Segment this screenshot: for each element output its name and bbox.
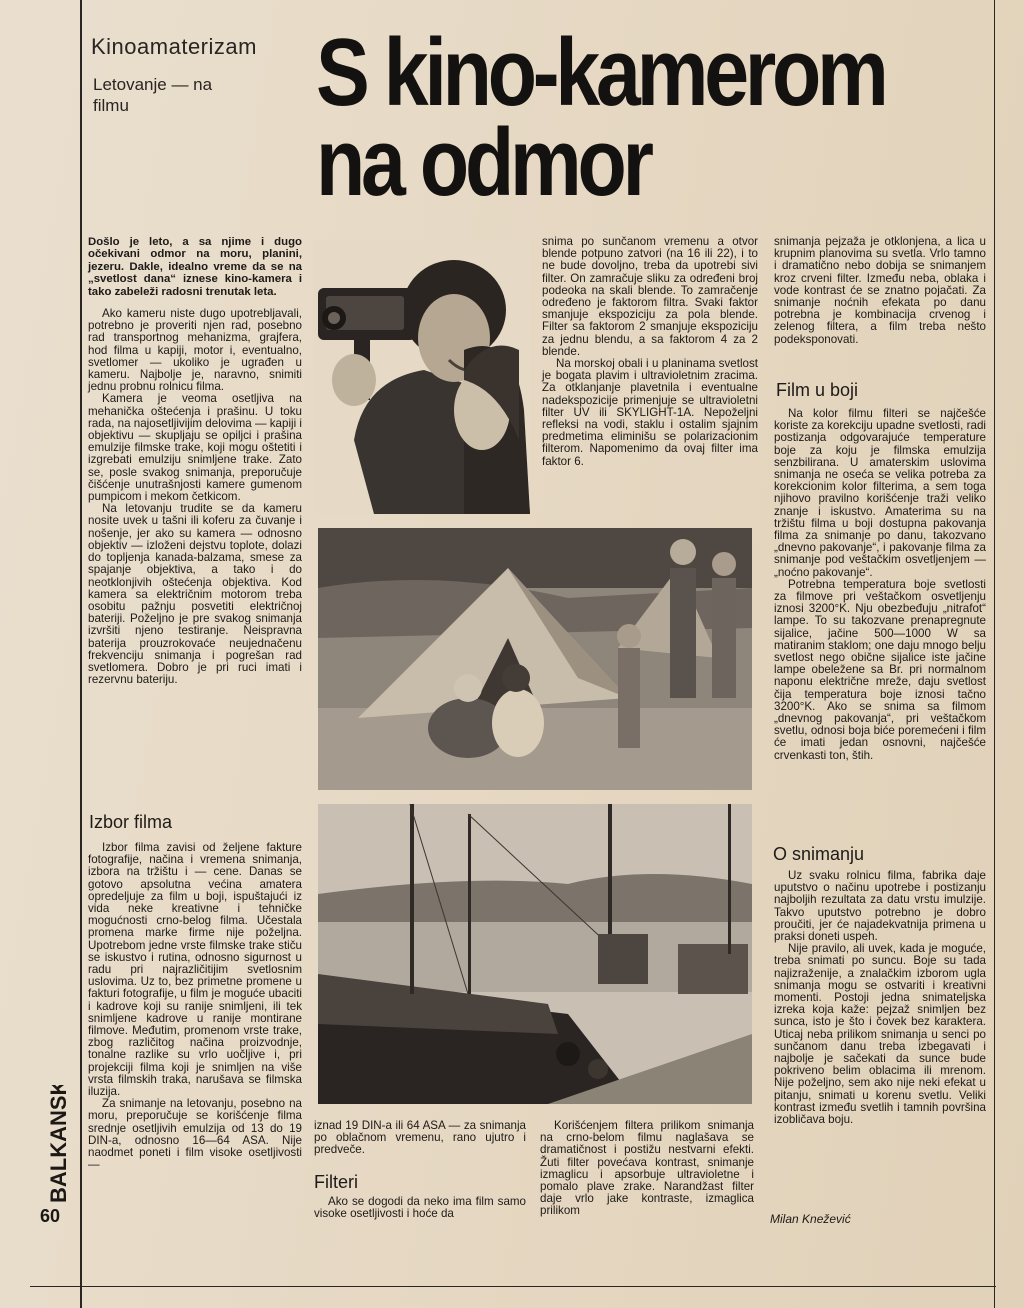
- column-2-top: [542, 236, 758, 468]
- headline-line-2: na odmor: [316, 109, 650, 216]
- paragraph: snima po sunčanom vremenu a otvor blende potpuno zatvori (na 16 ili 22), i to ne bude dovoljno, treba da upotrebi sivi filter. On zamračuje sliku za određeni broj podeoka na skali blende. To zamračenje određeno je faktorom filtra. Svaki faktor smanjuje ekspoziciju za pola blende. Filter sa faktorom 2 smanjuje ekspoziciju za jednu blendu, a sa faktorom 4 za 2 blende.: [542, 235, 758, 358]
- photo-tent-camping: [318, 528, 752, 790]
- heading-film-u-boji: Film u boji: [776, 380, 859, 400]
- bottom-middle-text: [540, 1120, 754, 1218]
- paragraph: Potrebna temperatura boje svetlosti za filmove pri veštačkom osvetljenju iznosi 3200°K. Nju obezbeđuju „nitrafot“ lampe. To su takozvane prenapregnute sijalice, jačine 500—1000 W sa matiranim staklom; one daju mnogo belju svetlost nego obične sijalice iste jačine lampe obeležene sa Br. pri normalnom naponu električne mreže, daju svetlost čija temperatura boje iznosi tačno 3200°K. Ako se snima sa filmom „dnevnog pakovanja“, pri veštačkom svetlu, odnosi boja biće poremećeni i film će imati jedan osnovni, najčešće crvenkasti ton, štih.: [774, 577, 986, 762]
- paragraph: snimanja pejzaža je otklonjena, a lica u krupnim planovima su svetla. Vrlo tamno i dramatično nebo dobija se snimanjem kroz crveni filter. Između neba, oblaka i vode kontrast će se znatno pojačati. Za snimanje noćnih efekata po danu potrebna je kombinacija crvenog i zelenog filtera, a film treba nešto podeksponovati.: [774, 235, 986, 346]
- column-1-continued: [88, 842, 302, 1171]
- section-title: Kinoamaterizam: [91, 34, 257, 59]
- headline: [316, 19, 885, 216]
- paragraph: Izbor filma zavisi od željene fakture fotografije, načina i vremena snimanja, izbora na tržištu i — cene. Danas se gotovo apsolutna većina amatera opredeljuje za film u boji, ispuštajući iz vida neke kreativne i tehničke mogućnosti crno-belog filma. Učestala promena marke firme nije poželjna. Upotrebom jedne vrste filmske trake stiču se iskustvo i rutina, odnosno sigurnost u radu pri najrazličitijim svetlosnim uslovima. Uz to, bez primetne promene u fakturi fotografije, u film je moguće ubaciti i kadrove koji su ranije snimljeni, ili tek snimljene kadrove u ranije montirane filmove. Međutim, promenom vrste trake, zbog različitog načina proizvodnje, tonalne razlike su vrlo uočljive i, pri projekciji filma koji je snimljen na više vrsta filmskih traka, narušava se filmska iluzija.: [88, 841, 302, 1099]
- paragraph: Za snimanje na letovanju, posebno na moru, preporučuje se korišćenje filma srednje osetljivih emulzija od 13 do 19 DIN-a, odnosno 16—64 ASA. Nije naodmet poneti i film visoke osetljivosti —: [88, 1097, 302, 1172]
- paragraph: Uz svaku rolnicu filma, fabrika daje uputstvo o načinu upotrebe i postizanju najboljih rezultata za datu vrstu imulzije. Takvo uputstvo potrebno je dobro proučiti, jer će najadekvatnija primena u praksi doneti uspeh.: [774, 869, 986, 944]
- column-1: [88, 236, 302, 686]
- bottom-left-text: [314, 1120, 526, 1157]
- author-byline: Milan Knežević: [770, 1212, 851, 1226]
- magazine-logo-text: BALKANSKA: [46, 1085, 71, 1203]
- headline-line-1: S kino-kamerom: [316, 19, 885, 126]
- page-number: 60: [40, 1206, 61, 1226]
- paragraph: Kamera je veoma osetljiva na mehanička oštećenja i prašinu. U toku rada, na najosetljivijim delovima — kapiji i objektivu — skupljaju se opiljci i prašina emulzije filmske trake, koji mogu oštetiti i izgrebati emulziju snimljene trake. Zato se, posle svakog snimanja, preporučuje čišćenje unutrašnjosti kamere gumenom pumpicom i mekom četkicom.: [88, 392, 302, 504]
- paragraph: Na kolor filmu filteri se najčešće koriste za korekciju upadne svetlosti, radi postizanja odgovarajuće temperature boje za koju je filmska emulzija senzbilirana. U amaterskim uslovima snimanja ne oseća se velika potreba za korekcionim kolor filterima, a sem toga njihovo pravilno korišćenje traži veliko znanje i iskustvo. Amaterima su na tržištu filma u boji dostupna pakovanja filma za snimanje po danu, takozvano „dnevno pakovanje“, i pakovanje filma za snimanje pod veštačkim osvetljenjem — „noćno pakovanje“.: [774, 407, 986, 579]
- photo-couple-with-camera: [314, 240, 530, 514]
- column-3-film: [774, 408, 986, 762]
- photo-couple-image: [314, 240, 530, 514]
- right-frame-line: [994, 0, 995, 1308]
- bottom-frame-line: [30, 1286, 996, 1287]
- bottom-left-text-2: [314, 1196, 526, 1220]
- column-3-snimanje: [774, 870, 986, 1126]
- paragraph: Na letovanju trudite se da kameru nosite uvek u tašni ili koferu za čuvanje i nošenje, jer ako su kamera — odnosno objektiv — izloženi dejstvu toplote, dolazi do topljenja kanada-balzama, smese za spajanje objektiva, a tako i do neotklonjivih oštećenja objektiva. Kod kamera sa električnim motorom treba osobitu pažnju posvetiti električnoj bateriji. Poželjno je pre svakog snimanja izvršiti njeno testiranje. Neispravna baterija prouzrokovaće neujednačenu frekvenciju snimanja i pogrešan rad svetlomera. Dobro je pri ruci imati i rezervnu bateriju.: [88, 502, 302, 687]
- left-frame-line: [80, 0, 82, 1308]
- heading-izbor-filma: Izbor filma: [89, 812, 173, 832]
- section-subtitle: Letovanje — na filmu: [93, 75, 213, 115]
- paragraph: iznad 19 DIN-a ili 64 ASA — za snimanja po oblačnom vremenu, rano ujutro i predveče.: [314, 1119, 526, 1157]
- paragraph: Nije pravilo, ali uvek, kada je moguće, treba snimati po suncu. Boje su tada najizraženije, a znalačkim izborom ugla snimanja mogu se ostvariti i kreativni momenti. Postoji jedna snimateljska izreka koja kaže: pejzaž snimljen bez sunca, isto je što i čovek bez karaktera. Uticaj neba prilikom snimanja u senci po sunčanom danu treba izbegavati i najbolje je sačekati da sunce bude pokriveno belim oblacima ili mrenom. Nije poželjno, sem ako nije neki efekat u pitanju, snimati u korenu svetlu. Veliki kontrast između svetlih i tamnih površina izobličava boju.: [774, 942, 986, 1127]
- paragraph: Ako se dogodi da neko ima film samo visoke osetljivosti i hoće da: [314, 1195, 526, 1221]
- heading-filteri: Filteri: [314, 1172, 358, 1192]
- heading-o-snimanju: O snimanju: [773, 844, 865, 864]
- magazine-logo-graphic: [36, 1085, 76, 1205]
- column-3: [774, 236, 986, 346]
- lead-paragraph: Došlo je leto, a sa njime i dugo očekivani odmor na moru, planini, jezeru. Dakle, idealno vreme da se na „svetlost dana“ iznese kino-kamera i tako zabeleži radosni trenutak leta.: [88, 236, 302, 298]
- paragraph: Na morskoj obali i u planinama svetlost je bogata plavim i ultravioletnim zracima. Za otklanjanje plavetnila i eventualne nadekspozicije primenjuje se ultravioletni filter UV ili SKYLIGHT-1A. Nepoželjni refleksi na vodi, staklu i ostalim sjajnim predmetima eliminišu se polarizacionim filterom. Napomenimo da ovaj filter ima faktor 6.: [542, 357, 758, 468]
- photo-tent-image: [318, 528, 752, 790]
- paragraph: Korišćenjem filtera prilikom snimanja na crno-belom filmu naglašava se dramatičnost i postižu nestvarni efekti. Žuti filter povećava kontrast, snimanje izmaglicu i apsorbuje ultravioletne i pomalo plave zrake. Narandžast filter daje vrlo jake kontraste, izmaglica prilikom: [540, 1119, 754, 1218]
- photo-harbor-image: [318, 804, 752, 1104]
- magazine-logo: [36, 1085, 76, 1205]
- paragraph: Ako kameru niste dugo upotrebljavali, potrebno je proveriti njen rad, posebno rad transportnog mehanizma, grajfera, hod filma u kapiji, motor i, eventualno, svetlomer — ukoliko je ugrađen u kameru. Najbolje je, naravno, snimiti jednu probnu rolnicu filma.: [88, 307, 302, 394]
- photo-harbor-boats: [318, 804, 752, 1104]
